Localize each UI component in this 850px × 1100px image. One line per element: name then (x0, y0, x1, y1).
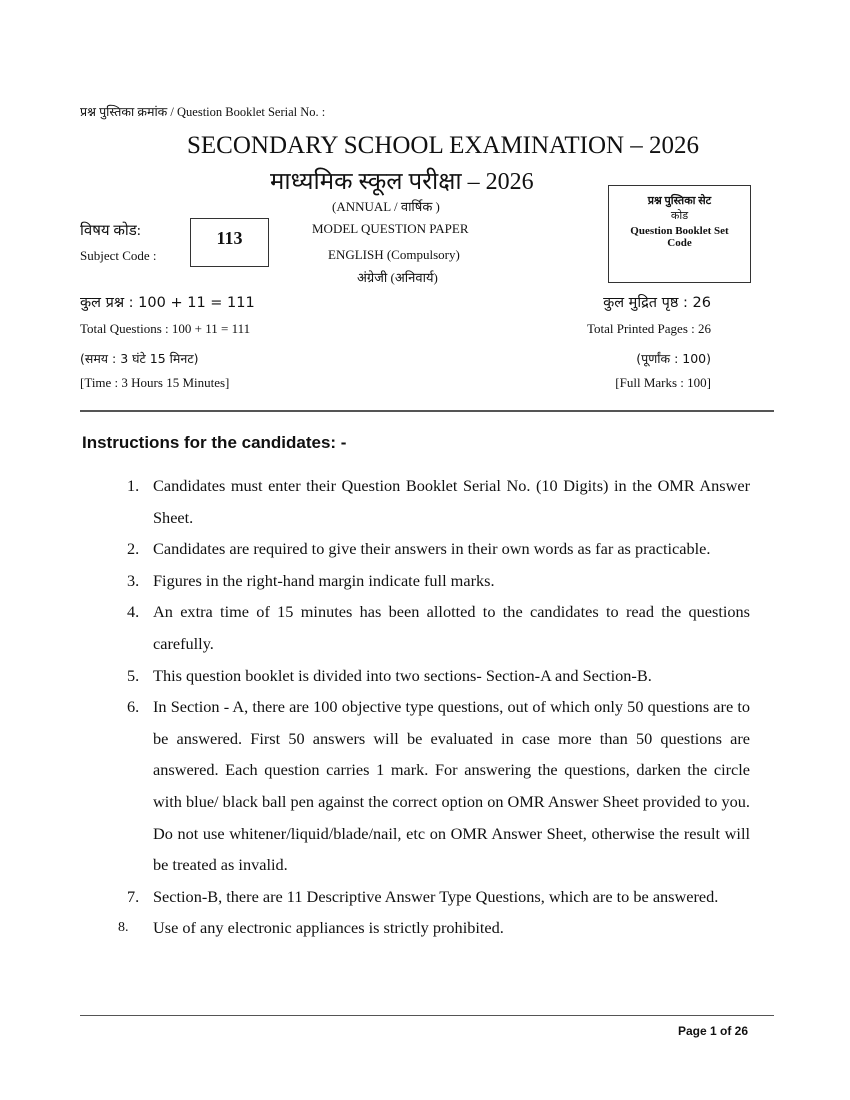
subject-en: ENGLISH (Compulsory) (328, 247, 460, 262)
item-text: This question booklet is divided into two sections- Section-A and Section-B. (153, 665, 652, 685)
booklet-set-code-box (608, 185, 751, 283)
item-number: 5. (127, 665, 140, 685)
item-number: 8. (118, 920, 129, 936)
instructions-list (118, 470, 750, 944)
page-number: Page 1 of 26 (677, 1024, 748, 1038)
time-hi: (समय : 3 घंटे 15 मिनट) (80, 351, 199, 366)
exam-title-hi: माध्यमिक स्कूल परीक्षा – 2026 (270, 169, 534, 195)
header-divider (80, 410, 774, 412)
subject-hi: अंग्रेजी (अनिवार्य) (357, 270, 438, 285)
paper-type: MODEL QUESTION PAPER (312, 221, 469, 236)
item-number: 2. (127, 539, 140, 559)
subject-code-value: 113 (216, 228, 243, 248)
instruction-item (118, 691, 750, 881)
item-number: 6. (127, 697, 140, 717)
subject-code-label-hi: विषय कोड: (80, 223, 141, 239)
set-code-hi-1: प्रश्न पुस्तिका सेट (647, 195, 712, 207)
instruction-item (118, 565, 750, 597)
item-text: Use of any electronic appliances is strictly prohibited. (153, 918, 504, 938)
item-text: An extra time of 15 minutes has been allotted to the candidates to read the questions carefully. (153, 602, 750, 653)
serial-number-label: प्रश्न पुस्तिका क्रमांक / Question Booklet Serial No. : (80, 105, 326, 119)
item-text: Candidates must enter their Question Booklet Serial No. (10 Digits) in the OMR Answer Sheet. (153, 476, 750, 527)
subject-code-label-en: Subject Code : (80, 248, 157, 263)
item-text: In Section - A, there are 100 objective type questions, out of which only 50 questions are to be answered. First 50 answers will be evaluated in case more than 50 questions are answered. Each question carries 1 mark. For answering the questions, darken the circle with blue/ black ball pen against the correct option on OMR Answer Sheet provided to you. Do not use whitener/liquid/blade/nail, etc on OMR Answer Sheet, otherwise the result will be treated as invalid. (153, 697, 750, 875)
total-questions-hi: कुल प्रश्न : 100 + 11 = 111 (80, 295, 255, 311)
marks-hi: (पूर्णांक : 100) (636, 351, 711, 366)
item-text: Candidates are required to give their answers in their own words as far as practicable. (153, 539, 711, 559)
time-en: [Time : 3 Hours 15 Minutes] (80, 375, 230, 390)
exam-title-en: SECONDARY SCHOOL EXAMINATION – 2026 (187, 132, 700, 159)
subject-code-box (190, 218, 269, 267)
total-pages-en: Total Printed Pages : 26 (586, 321, 711, 336)
instructions-heading: Instructions for the candidates: - (82, 433, 347, 452)
item-number: 7. (127, 886, 140, 906)
footer-divider (80, 1015, 774, 1016)
item-number: 3. (127, 570, 140, 590)
total-questions-en: Total Questions : 100 + 11 = 111 (80, 321, 251, 336)
item-number: 4. (127, 602, 140, 622)
instruction-item (118, 470, 750, 533)
instruction-item (118, 533, 750, 565)
total-pages-hi: कुल मुद्रित पृष्ठ : 26 (603, 295, 711, 311)
instruction-item (118, 881, 750, 913)
item-text: Section-B, there are 11 Descriptive Answer Type Questions, which are to be answered. (153, 886, 719, 906)
item-number: 1. (127, 476, 140, 495)
annual-label: (ANNUAL / वार्षिक ) (332, 199, 440, 214)
set-code-hi-2: कोड (670, 210, 689, 222)
marks-en: [Full Marks : 100] (615, 375, 711, 390)
set-code-en: Question Booklet Set Code (630, 225, 729, 249)
instruction-item (118, 596, 750, 659)
instruction-item (118, 660, 750, 692)
instruction-item (118, 912, 750, 944)
item-text: Figures in the right-hand margin indicate full marks. (153, 570, 495, 590)
